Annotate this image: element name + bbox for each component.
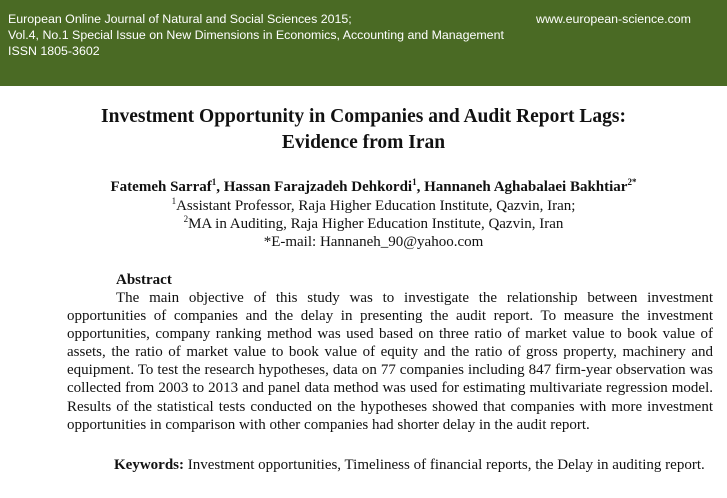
affiliation-text: Assistant Professor, Raja Higher Education Institute, Qazvin, Iran; bbox=[176, 198, 576, 214]
author-mark: 1 bbox=[211, 177, 217, 187]
journal-info bbox=[8, 11, 504, 59]
journal-header-banner bbox=[0, 0, 727, 86]
title-line-1: Investment Opportunity in Companies and Audit Report Lags: bbox=[101, 106, 626, 127]
journal-name: European Online Journal of Natural and Social Sciences 2015; bbox=[8, 12, 352, 26]
author-separator: , bbox=[416, 179, 425, 195]
author-separator: , bbox=[216, 179, 224, 195]
author-mark: 1 bbox=[412, 177, 417, 187]
affiliation-mark: 2 bbox=[183, 214, 189, 224]
journal-issn: ISSN 1805-3602 bbox=[8, 44, 100, 58]
corresponding-email[interactable]: *E-mail: Hannaneh_90@yahoo.com bbox=[263, 234, 484, 250]
paper-title bbox=[60, 104, 667, 156]
affiliation-text: MA in Auditing, Raja Higher Education Institute, Qazvin, Iran bbox=[188, 216, 564, 232]
abstract-heading: Abstract bbox=[116, 272, 172, 288]
journal-volume: Vol.4, No.1 Special Issue on New Dimensions in Economics, Accounting and Management bbox=[8, 28, 504, 42]
author-name: Hannaneh Aghabalaei Bakhtiar bbox=[424, 179, 628, 195]
keywords-text: Investment opportunities, Timeliness of financial reports, the Delay in auditing report. bbox=[184, 457, 705, 473]
author-mark: 2* bbox=[627, 177, 637, 187]
affiliation-mark: 1 bbox=[171, 196, 177, 206]
keywords bbox=[67, 456, 713, 474]
keywords-label: Keywords: bbox=[114, 457, 184, 473]
journal-website[interactable]: www.european-science.com bbox=[536, 12, 691, 26]
affiliation-2 bbox=[40, 215, 707, 234]
author-name: Hassan Farajzadeh Dehkordi bbox=[223, 179, 413, 195]
affiliation-1 bbox=[40, 197, 707, 216]
author-name: Fatemeh Sarraf bbox=[110, 179, 212, 195]
title-line-2: Evidence from Iran bbox=[281, 132, 446, 153]
author-list bbox=[40, 178, 707, 197]
abstract-text: The main objective of this study was to investigate the relationship between investment opportunities of companies and the delay in presenting the audit report. To measure the investment opportunities, company ranking method was used based on three ratio of market value to book value of assets, the ratio of market value to book value of equity and the ratio of gross property, machinery and equipment. To test the research hypotheses, data on 77 companies including 847 firm-year observation was collected from 2003 to 2013 and panel data method was used for estimating multivariate regression model. Results of the statistical tests conducted on the hypotheses showed that companies with more investment opportunities in comparison with other companies had shorter delay in the audit report. bbox=[67, 290, 713, 433]
